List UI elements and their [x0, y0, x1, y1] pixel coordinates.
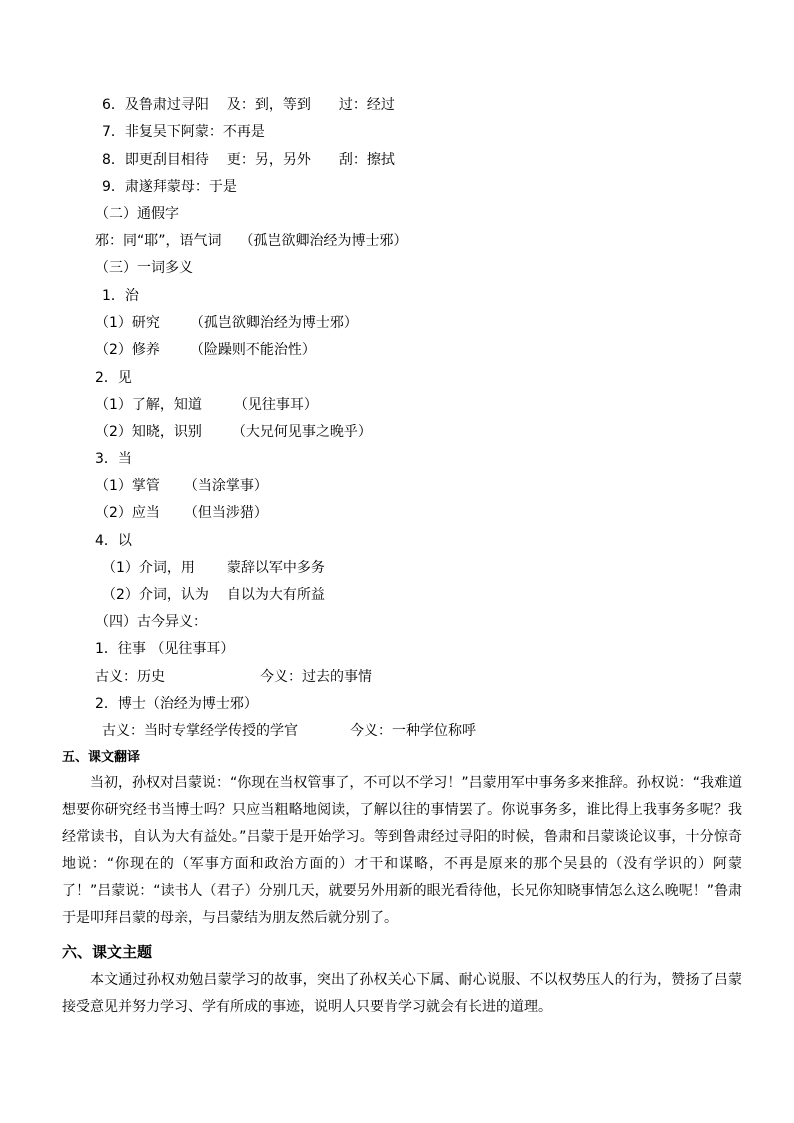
- yici-sense: [95, 422, 372, 442]
- vocab-item-7: 7．非复吴下阿蒙：不再是: [102, 124, 265, 140]
- gujin-meaning: [102, 721, 476, 741]
- tongjia-entry: [95, 231, 408, 251]
- sense-label: （1）介词，用: [102, 560, 195, 576]
- sense-label: （1）掌管: [95, 478, 160, 494]
- sense-label: （2）介词，认为: [102, 587, 209, 603]
- vocab-item-9: 9．肃遂拜蒙母：于是: [102, 179, 237, 195]
- sense-label: （1）研究: [95, 315, 160, 331]
- yici-word-jian: 2．见: [95, 370, 132, 386]
- yici-sense: [95, 395, 318, 415]
- yici-sense: [95, 476, 268, 496]
- sense-example: （险躁则不能治性）: [189, 342, 316, 358]
- yici-word-zhi: 1．治: [102, 288, 139, 304]
- yici-word-yi: 4．以: [95, 533, 132, 549]
- yici-heading: （三）一词多义: [95, 260, 193, 276]
- gujin-word-2: 2．博士（治经为博士邪）: [95, 696, 258, 712]
- section-6-title: 六、课文主题: [62, 943, 153, 961]
- vocab-gloss: 更：另，另外: [226, 152, 311, 168]
- sense-label: （1）了解，知道: [95, 397, 202, 413]
- old-meaning: 古义：历史: [95, 669, 165, 685]
- tongjia-example: （孤岂欲卿治经为博士邪）: [239, 233, 408, 249]
- yici-sense: [95, 503, 268, 523]
- vocab-gloss: 过：经过: [338, 97, 395, 113]
- sense-example: （孤岂欲卿治经为博士邪）: [189, 315, 358, 331]
- vocab-gloss: 刮：擦拭: [338, 152, 395, 168]
- yici-sense: [95, 340, 316, 360]
- sense-example: （但当涉猎）: [183, 505, 268, 521]
- new-meaning: 今义：一种学位称呼: [350, 723, 476, 739]
- gujin-meaning: [95, 667, 372, 687]
- yici-word-dang: 3．当: [95, 451, 132, 467]
- new-meaning: 今义：过去的事情: [260, 669, 372, 685]
- sense-label: （2）知晓，识别: [95, 424, 202, 440]
- gujin-word-1: 1．往事 （见往事耳）: [95, 641, 235, 657]
- sense-example: （大兄何见事之晚乎）: [231, 424, 372, 440]
- section-5-title: 五、课文翻译: [62, 750, 141, 765]
- tongjia-definition: 邪：同“耶”，语气词: [95, 233, 222, 249]
- vocab-item-8: [102, 150, 395, 170]
- sense-example: 蒙辞以军中多务: [226, 560, 325, 576]
- vocab-item-6: [102, 95, 395, 115]
- translation-paragraph: 当初，孙权对吕蒙说：“你现在当权管事了，不可以不学习！”吕蒙用军中事务多来推辞。孙权说：“我难道想要你研究经书当博士吗？只应当粗略地阅读，了解以往的事情罢了。你说事务多，谁比得上我事务多呢？我经常读书，自认为大有益处。”吕蒙于是开始学习。等到鲁肃经过寻阳的时候，鲁肃和吕蒙谈论议事，十分惊奇地说：“你现在的（军事方面和政治方面的）才干和谋略，不再是原来的那个吴县的（没有学识的）阿蒙了！”吕蒙说：“读书人（君子）分别几天，就要另外用新的眼光看待他，长兄你知晓事情怎么这么晚呢！”鲁肃于是叩拜吕蒙的母亲，与吕蒙结为朋友然后就分别了。: [62, 775, 742, 926]
- sense-label: （2）应当: [95, 505, 160, 521]
- yici-sense: [102, 558, 325, 578]
- sense-example: （当涂掌事）: [183, 478, 268, 494]
- old-meaning: 古义：当时专掌经学传授的学官: [102, 723, 298, 739]
- gujin-heading: （四）古今异义：: [95, 614, 207, 630]
- vocab-phrase: 8．即更刮目相待: [102, 152, 209, 168]
- sense-example: （见往事耳）: [233, 397, 318, 413]
- tongjia-heading: （二）通假字: [95, 206, 179, 222]
- yici-sense: [102, 585, 325, 605]
- vocab-phrase: 6．及鲁肃过寻阳: [102, 97, 209, 113]
- sense-label: （2）修养: [95, 342, 160, 358]
- vocab-gloss: 及：到，等到: [226, 97, 311, 113]
- theme-paragraph: 本文通过孙权劝勉吕蒙学习的故事，突出了孙权关心下属、耐心说服、不以权势压人的行为，赞扬了吕蒙接受意见并努力学习、学有所成的事迹，说明人只要肯学习就会有长进的道理。: [62, 972, 742, 1015]
- yici-sense: [95, 313, 358, 333]
- sense-example: 自以为大有所益: [226, 587, 325, 603]
